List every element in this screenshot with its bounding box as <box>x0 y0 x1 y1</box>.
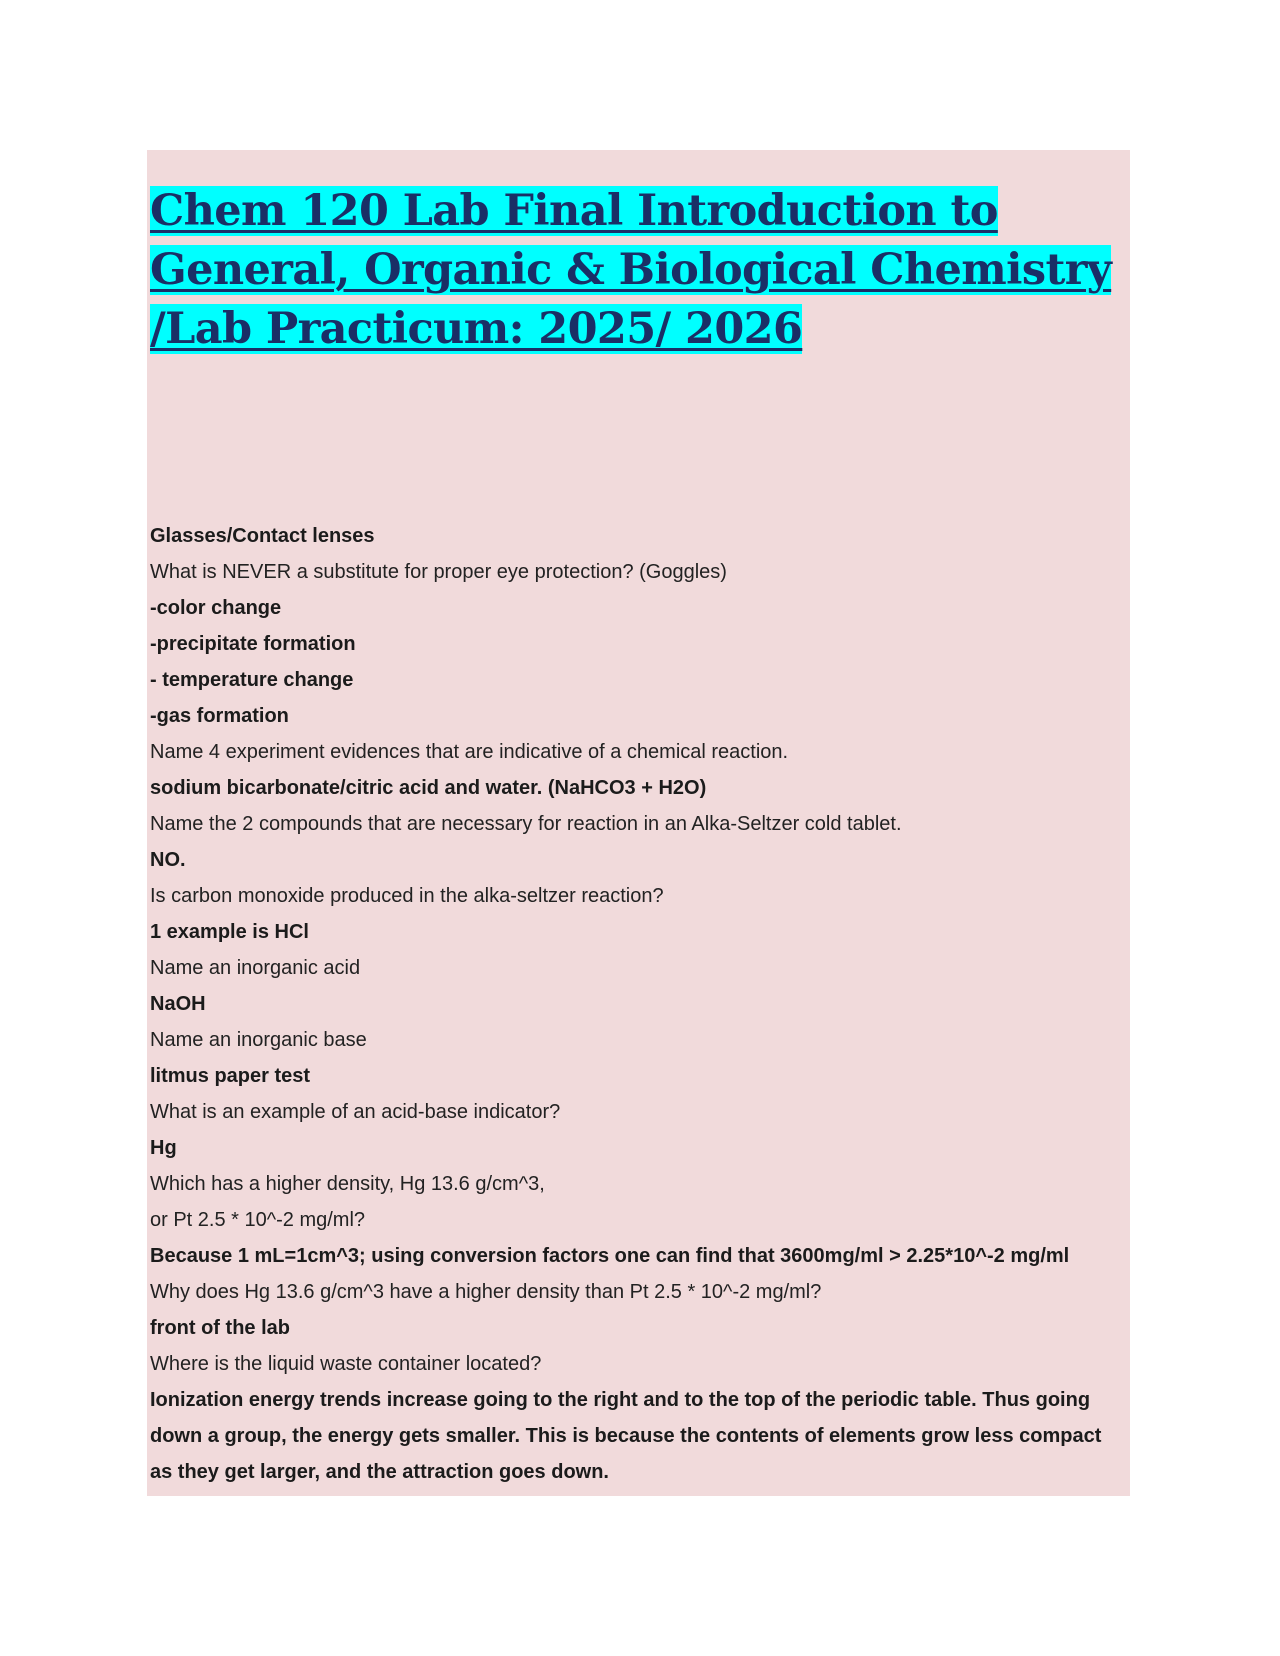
question-text: What is an example of an acid-base indicator? <box>150 1101 561 1123</box>
question-text: Why does Hg 13.6 g/cm^3 have a higher density than Pt 2.5 * 10^-2 mg/ml? <box>150 1281 822 1303</box>
document-title-text: Chem 120 Lab Final Introduction to General, Organic & Biological Chemistry /Lab Practicum: 2025/ 2026 <box>150 186 1112 354</box>
question-text: Is carbon monoxide produced in the alka-seltzer reaction? <box>150 885 664 907</box>
document-title <box>150 182 1120 359</box>
question-text: Name 4 experiment evidences that are indicative of a chemical reaction. <box>150 741 789 763</box>
answer-text: front of the lab <box>150 1317 290 1339</box>
question-text: Name an inorganic base <box>150 1029 367 1051</box>
answer-text: NaOH <box>150 993 206 1015</box>
answer-text: -color change <box>150 597 282 619</box>
answer-text: Ionization energy trends increase going to the right and to the top of the periodic table. Thus going down a group, the energy gets smaller. This is because the contents of elements grow less compact as they get larger, and the attraction goes down. <box>150 1389 1102 1483</box>
question-text: Name an inorganic acid <box>150 957 361 979</box>
question-text: What is NEVER a substitute for proper eye protection? (Goggles) <box>150 561 727 583</box>
question-text: Name the 2 compounds that are necessary for reaction in an Alka-Seltzer cold tablet. <box>150 813 902 835</box>
question-text: Which has a higher density, Hg 13.6 g/cm^3, <box>150 1173 545 1195</box>
answer-text: Hg <box>150 1137 177 1159</box>
answer-text: NO. <box>150 849 186 871</box>
answer-text: Glasses/Contact lenses <box>150 525 375 547</box>
answer-text: sodium bicarbonate/citric acid and water. (NaHCO3 + H2O) <box>150 777 707 799</box>
answer-text: litmus paper test <box>150 1065 311 1087</box>
question-text: or Pt 2.5 * 10^-2 mg/ml? <box>150 1209 366 1231</box>
qa-list <box>150 518 1125 1490</box>
answer-text: -precipitate formation <box>150 633 356 655</box>
answer-text: - temperature change <box>150 669 354 691</box>
answer-text: 1 example is HCl <box>150 921 309 943</box>
answer-text: -gas formation <box>150 705 289 727</box>
question-text: Where is the liquid waste container located? <box>150 1353 542 1375</box>
answer-text: Because 1 mL=1cm^3; using conversion factors one can find that 3600mg/ml > 2.25*10^-2 mg/ml <box>150 1245 1070 1267</box>
